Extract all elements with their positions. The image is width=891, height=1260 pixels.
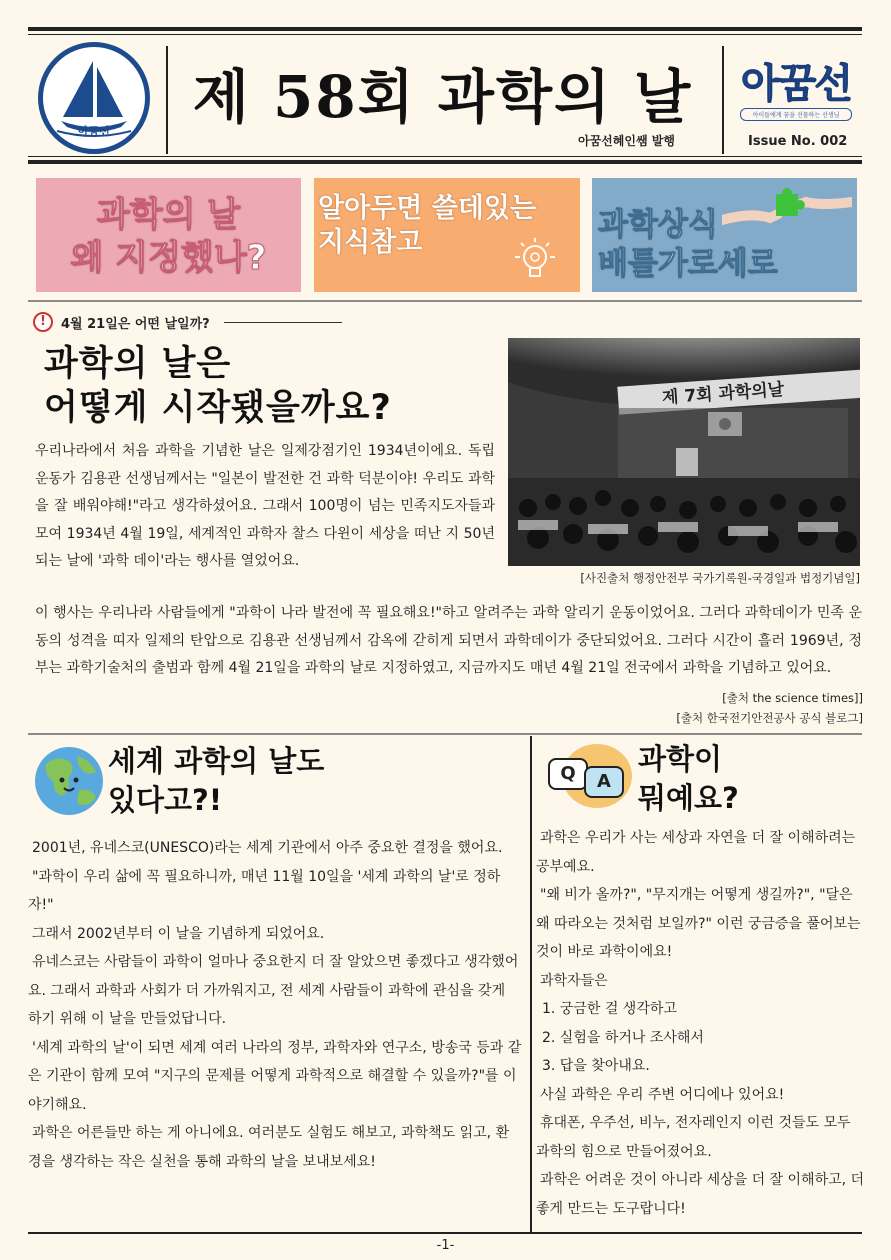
top-rule-thin — [28, 34, 862, 35]
banner-label: 왜 지정했나? — [70, 237, 267, 278]
title-line: 세계 과학의 날도 — [108, 744, 325, 778]
world-day-paragraph: 그래서 2002년부터 이 날을 기념하게 되었어요. — [32, 925, 325, 942]
what-is-paragraph: 휴대폰, 우주선, 비누, 전자레인지 이런 것들도 모두 과학의 힘으로 만들어졌어요. — [536, 1115, 851, 1160]
headline-line: 과학의 날은 — [44, 344, 232, 384]
what-is-paragraph: "왜 비가 올까?", "무지개는 어떻게 생길까?", "달은 왜 따라오는 것처럼 보일까?" 이런 궁금증을 풀어보는 것이 바로 과학이에요! — [536, 887, 861, 960]
banner-crossword[interactable] — [592, 178, 857, 292]
qa-icon — [546, 744, 636, 812]
feature-headline — [44, 342, 392, 430]
what-is-list-item: 2. 실험을 하거나 조사해서 — [542, 1029, 704, 1046]
what-is-title — [638, 740, 739, 818]
logo-text: 아꿈선 — [78, 125, 110, 138]
column-divider — [530, 736, 532, 1232]
feature-question: 4월 21일은 어떤 날일까? — [61, 316, 210, 332]
what-is-list-item: 1. 궁금한 걸 생각하고 — [542, 1001, 677, 1017]
what-is-paragraph: 과학은 어려운 것이 아니라 세상을 더 잘 이해하고, 더 좋게 만드는 도구랍니다! — [536, 1172, 865, 1217]
newsletter-title: 제 58회 과학의 날 — [192, 63, 693, 131]
masthead-rule-thin — [28, 156, 862, 157]
issue-number: Issue No. 002 — [748, 134, 848, 149]
world-day-paragraph: 2001년, 유네스코(UNESCO)라는 세계 기관에서 아주 중요한 결정을 했어요. — [32, 840, 503, 856]
masthead-divider-right — [722, 46, 724, 154]
title-line: 과학이 — [638, 742, 723, 776]
q-bubble: Q — [548, 758, 588, 790]
world-day-body — [28, 834, 522, 1176]
headline-line: 어떻게 시작됐을까요? — [44, 388, 392, 429]
what-is-paragraph: 과학자들은 — [540, 972, 608, 989]
masthead-divider-left — [166, 46, 168, 154]
world-day-paragraph: "과학이 우리 삶에 꼭 필요하니까, 매년 11월 10일을 '세계 과학의 날'로 정하자!" — [28, 868, 501, 913]
publisher: 아꿈선혜인쌤 발행 — [578, 134, 675, 148]
sailboat-logo — [38, 42, 150, 154]
bottom-rule — [28, 1232, 862, 1234]
what-is-paragraph: 과학은 우리가 사는 세상과 자연을 더 잘 이해하려는 공부예요. — [536, 830, 856, 875]
what-is-body — [536, 824, 866, 1223]
title-line: 뭐예요? — [638, 781, 739, 816]
brand-tagline: 아이들에게 꿈을 선물하는 선생님 — [740, 108, 852, 121]
banner-label: 과학의 날 — [96, 195, 241, 235]
brand-name: 아꿈선 — [741, 61, 851, 107]
photo-banner-text: 제 7회 과학의날 — [661, 379, 785, 409]
source-note: [출처 the science times]] — [722, 691, 863, 705]
ceremony-photo — [508, 338, 860, 566]
feature-paragraph-1: 우리나라에서 처음 과학을 기념한 날은 일제강점기인 1934년이에요. 독립운동가 김용관 선생님께서는 "일본이 발전한 건 과학 덕분이야! 우리도 과학을 잘 배워야해!"라고 생각하셨어요. 그래서 100명이 넘는 민족지도자들과 모여 1934년 4월 19일, 세계적인 과학자 찰스 다윈이 세상을 떠난 지 50년 되는 날에 '과학 데이'라는 행사를 열었어요. — [35, 443, 495, 569]
banner-why-science-day[interactable] — [36, 178, 301, 292]
masthead-rule-thick — [28, 160, 862, 164]
lightbulb-icon — [510, 236, 560, 286]
earth-icon — [32, 744, 106, 818]
feature-paragraph-2: 이 행사는 우리나라 사람들에게 "과학이 나라 발전에 꼭 필요해요!"하고 알려주는 과학 알리기 운동이었어요. 그러다 과학데이가 민족 운동의 성격을 띠자 일제의 탄압으로 김용관 선생님께서 감옥에 갇히게 되면서 과학데이가 중단되었어요. 그러다 시간이 흘러 1969년, 정부는 과학기술처의 출범과 함께 4월 21일을 과학의 날로 지정하였고, 지금까지도 매년 4월 21일 전국에서 과학을 기념하고 있어요. — [35, 605, 862, 676]
page-number: -1- — [436, 1238, 455, 1253]
photo-caption: [사진출처 행정안전부 국가기록원-국경일과 법정기념일] — [580, 571, 860, 585]
banner-label: 지식참고 — [318, 226, 423, 258]
question-row — [33, 312, 342, 332]
a-bubble: A — [584, 766, 624, 798]
title-line: 있다고?! — [108, 783, 223, 818]
banner-label: 알아두면 쓸데있는 — [318, 193, 537, 224]
what-is-paragraph: 사실 과학은 우리 주변 어디에나 있어요! — [540, 1086, 785, 1103]
banner-label: 배틀가로세로 — [598, 245, 778, 282]
auditorium-image — [508, 338, 860, 566]
world-day-paragraph: 유네스코는 사람들이 과학이 얼마나 중요한지 더 잘 알았으면 좋겠다고 생각했어요. 그래서 과학과 사회가 더 가까워지고, 전 세계 사람들이 과학에 관심을 갖게 하기 위해 이 날을 만들었답니다. — [28, 954, 519, 1027]
world-day-paragraph: '세계 과학의 날'이 되면 세계 여러 나라의 정부, 과학자와 연구소, 방송국 등과 같은 기관이 함께 모여 "지구의 문제를 어떻게 과학적으로 해결할 수 있을까?"를 이야기해요. — [28, 1039, 522, 1113]
banner-label: 과학상식 — [598, 207, 718, 243]
what-is-list-item: 3. 답을 찾아내요. — [542, 1058, 650, 1074]
section-divider — [28, 300, 862, 302]
banner-useful-knowledge[interactable] — [314, 178, 580, 292]
brand-logo — [732, 62, 860, 120]
world-day-title — [108, 742, 324, 820]
section-divider — [28, 733, 862, 735]
top-rule-thick — [28, 27, 862, 31]
puzzle-hands-icon — [722, 184, 852, 234]
exclamation-icon: ! — [33, 312, 53, 332]
source-note: [출처 한국전기안전공사 공식 블로그] — [676, 711, 863, 725]
world-day-paragraph: 과학은 어른들만 하는 게 아니에요. 여러분도 실험도 해보고, 과학책도 읽고, 환경을 생각하는 작은 실천을 통해 과학의 날을 보내보세요! — [28, 1125, 510, 1170]
question-underline — [224, 322, 342, 323]
